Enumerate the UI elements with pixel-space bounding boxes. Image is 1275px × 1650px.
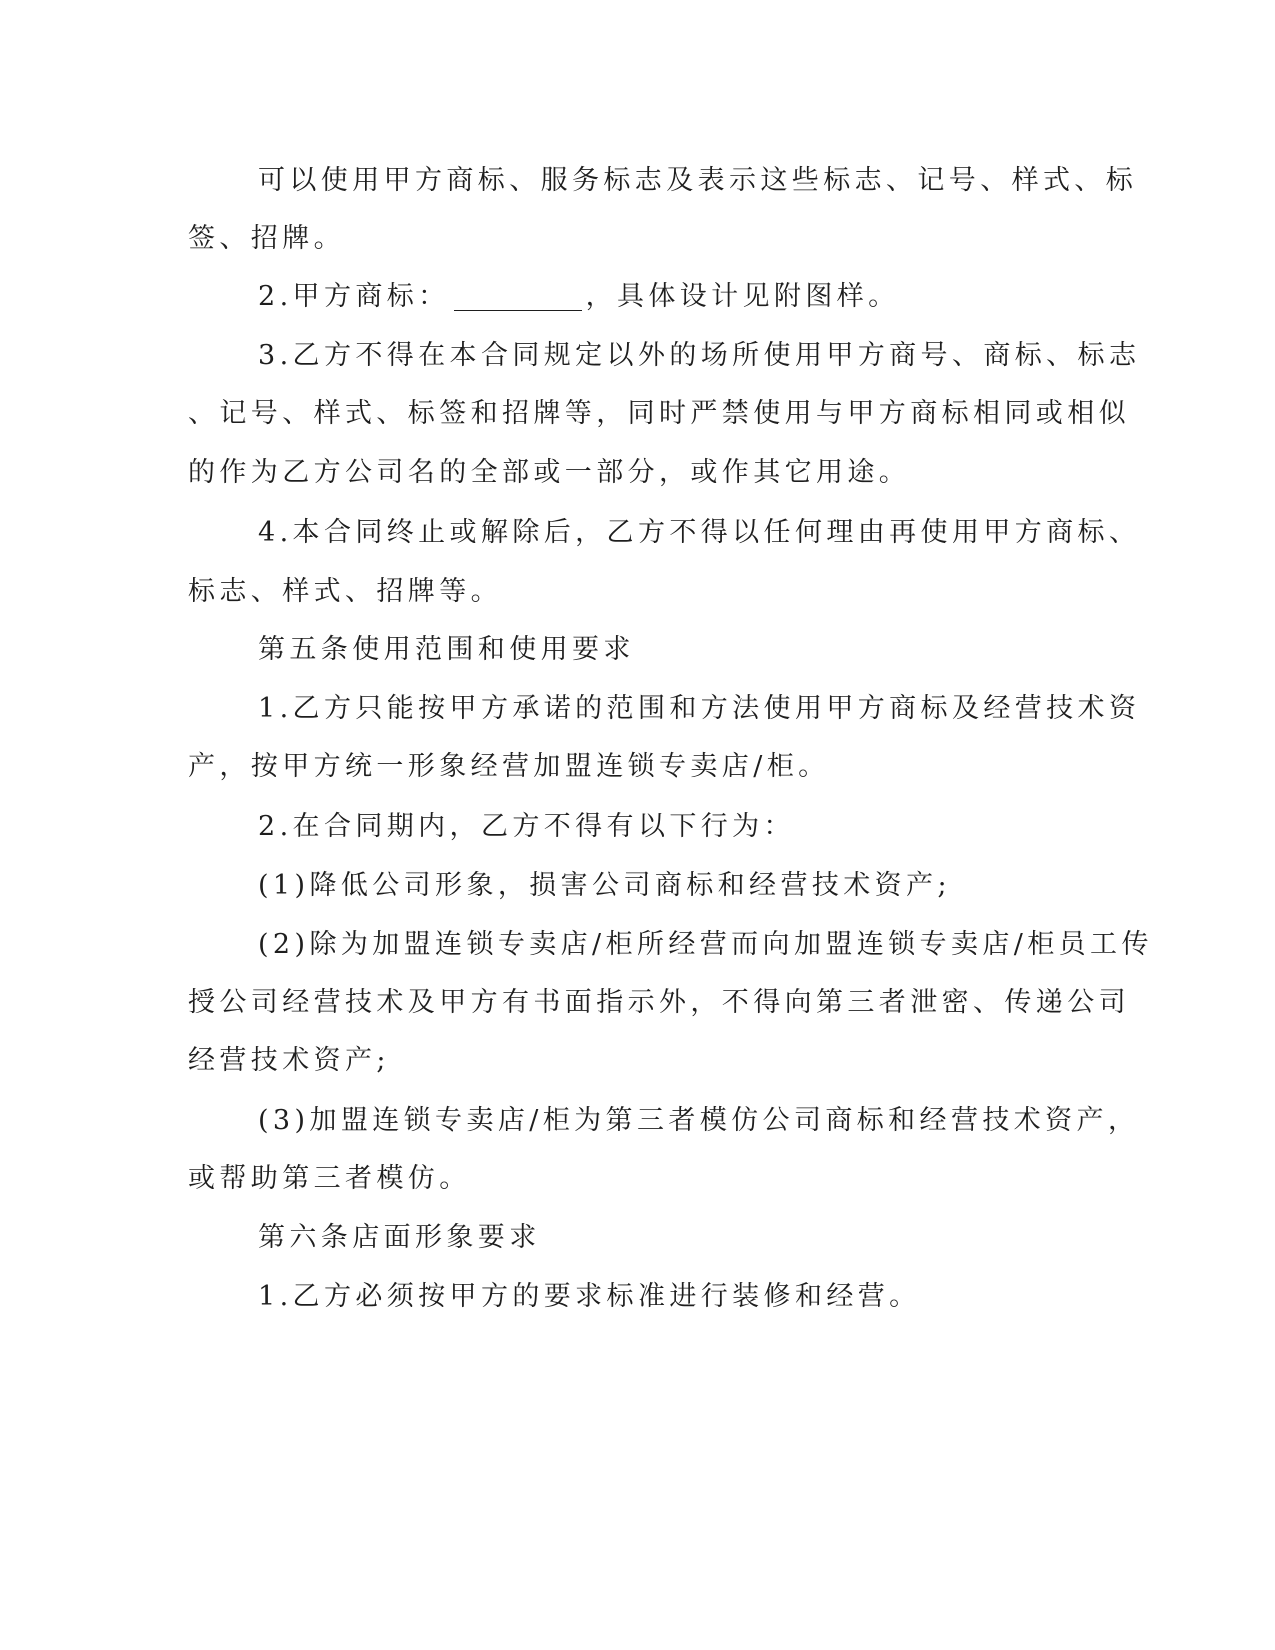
paragraph-line: (2)除为加盟连锁专卖店/柜所经营而向加盟连锁专卖店/柜员工传 — [258, 929, 1153, 960]
trademark-label: 2.甲方商标： — [258, 281, 450, 312]
paragraph-line: 4.本合同终止或解除后，乙方不得以任何理由再使用甲方商标、 — [258, 517, 1141, 548]
paragraph-line: 可以使用甲方商标、服务标志及表示这些标志、记号、样式、标 — [258, 165, 1138, 196]
paragraph-line: 授公司经营技术及甲方有书面指示外，不得向第三者泄密、传递公司 — [188, 987, 1130, 1018]
trademark-line — [258, 280, 900, 314]
paragraph-line: 或帮助第三者模仿。 — [188, 1163, 471, 1194]
paragraph-line: 经营技术资产; — [188, 1045, 390, 1076]
paragraph-line: (1)降低公司形象，损害公司商标和经营技术资产; — [258, 870, 951, 901]
paragraph-line: 2.在合同期内，乙方不得有以下行为： — [258, 811, 795, 842]
section-heading: 第五条使用范围和使用要求 — [258, 634, 635, 665]
fill-in-blank — [454, 280, 582, 311]
paragraph-line: 、记号、样式、标签和招牌等，同时严禁使用与甲方商标相同或相似 — [188, 398, 1130, 429]
paragraph-line: 签、招牌。 — [188, 223, 345, 254]
paragraph-line: 1.乙方必须按甲方的要求标准进行装修和经营。 — [258, 1281, 921, 1312]
paragraph-line: 标志、样式、招牌等。 — [188, 576, 502, 607]
paragraph-line: 3.乙方不得在本合同规定以外的场所使用甲方商号、商标、标志 — [258, 340, 1141, 371]
trademark-suffix: ，具体设计见附图样。 — [585, 281, 900, 312]
section-heading: 第六条店面形象要求 — [258, 1222, 541, 1253]
paragraph-line: 1.乙方只能按甲方承诺的范围和方法使用甲方商标及经营技术资 — [258, 693, 1141, 724]
paragraph-line: 的作为乙方公司名的全部或一部分，或作其它用途。 — [188, 457, 911, 488]
paragraph-line: (3)加盟连锁专卖店/柜为第三者模仿公司商标和经营技术资产， — [258, 1105, 1140, 1136]
paragraph-line: 产，按甲方统一形象经营加盟连锁专卖店/柜。 — [188, 751, 830, 782]
